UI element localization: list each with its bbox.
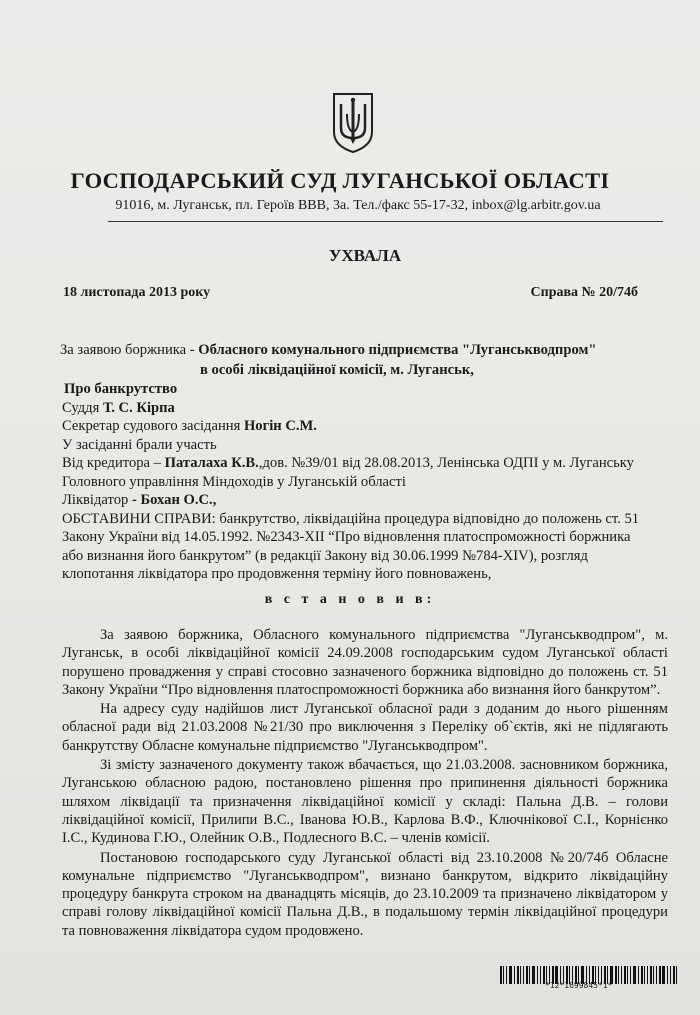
barcode-bar xyxy=(615,966,617,984)
document-type: УХВАЛА xyxy=(328,246,402,265)
paragraph: За заявою боржника, Обласного комунального підприємства "Луганськводпром", м. Луганськ, в особі ліквідаційної комісії 24.09.2008 господарським судом Луганської області порушено провадження у справі стосовно зазначеного боржника відповідно до положень ст. 51 Закону України “Про відновлення платоспроможності боржника або визнання його банкрутом”. xyxy=(62,627,668,698)
barcode-bar xyxy=(673,966,675,984)
established-heading: в с т а н о в и в: xyxy=(264,592,436,607)
paragraph: Зі змісту зазначеного документу також вбачається, що 21.03.2008. засновником боржника, Луганською обласною радою, постановлено рішення про припинення діяльності боржника шляхом ліквідації та призначення ліквідаційної комісії у складі: Пальна Д.В. – голови ліквідаційної комісії, Прилипи В.С., Іванова Ю.В., Карлова В.Ф., Ключнікової С.І., Корнієнко І.С., Кудинова Г.Ю., Олейник О.В., Подлесного В.С. – членів комісії. xyxy=(62,757,668,847)
barcode-bar xyxy=(633,966,636,984)
trident-emblem-icon xyxy=(331,92,375,154)
barcode-bar xyxy=(627,966,628,984)
participants-line: У засіданні брали участь xyxy=(62,436,217,453)
case-number: Справа № 20/74б xyxy=(530,285,638,300)
applicant-line-1: За заявою боржника - Обласного комунального підприємства "Луганськводпром" xyxy=(60,342,597,358)
barcode-bar xyxy=(624,966,626,984)
barcode-bar xyxy=(526,966,528,984)
secretary-line: Секретар судового засідання Ногін С.М. xyxy=(62,418,317,434)
barcode-bar xyxy=(641,966,643,984)
barcode-bar xyxy=(647,966,648,984)
applicant-line-2: в особі ліквідаційної комісії, м. Луганськ, xyxy=(200,362,474,378)
circumstances-line-4: клопотання ліквідатора про продовження терміну його повноважень, xyxy=(62,566,492,582)
barcode-bar xyxy=(653,966,654,984)
circumstances-line-2: Закону України від 14.05.1992. №2343-XII “Про відновлення платоспроможності боржника xyxy=(62,529,631,545)
barcode-bar xyxy=(618,966,619,984)
barcode-bar xyxy=(500,966,502,984)
barcode-bar xyxy=(517,966,519,984)
barcode-bar xyxy=(676,966,677,984)
header-divider xyxy=(108,221,663,222)
barcode-bar xyxy=(670,966,671,984)
court-name: ГОСПОДАРСЬКИЙ СУД ЛУГАНСЬКОЇ ОБЛАСТІ xyxy=(70,168,610,193)
barcode-bar xyxy=(667,966,668,984)
paragraph: На адресу суду надійшов лист Луганської обласної ради з доданим до нього рішенням обласної ради від 21.03.2008 №21/30 про виключення з Переліку об`єктів, які не підлягають банкрутству Обласне комунальне підприємство "Луганськводпром". xyxy=(62,701,668,754)
applicant-block xyxy=(60,340,660,380)
court-address: 91016, м. Луганськ, пл. Героїв ВВВ, 3а. Тел./факс 55-17-32, inbox@lg.arbitr.gov.ua xyxy=(115,198,601,213)
case-details xyxy=(62,380,672,584)
barcode-bar xyxy=(540,966,541,984)
barcode-bar xyxy=(529,966,530,984)
barcode-bar xyxy=(638,966,639,984)
barcode-number: *12*1699845*1* xyxy=(545,981,613,990)
applicant-name: Обласного комунального підприємства "Луганськводпром" xyxy=(198,342,597,358)
liquidator-line: Ліквідатор - Бохан О.С., xyxy=(62,492,217,508)
circumstances-line-3: або визнання його банкрутом” (в редакції Закону від 30.06.1999 №784-XIV), розгляд xyxy=(62,547,588,564)
document-body xyxy=(62,626,668,941)
barcode-bar xyxy=(537,966,538,984)
barcode-bar xyxy=(662,966,665,984)
barcode-bar xyxy=(503,966,504,984)
barcode-bar xyxy=(514,966,515,984)
barcode-bar xyxy=(523,966,524,984)
circumstances-line-1: ОБСТАВИНИ СПРАВИ: банкрутство, ліквідаційна процедура відповідно до положень ст. 51 xyxy=(62,510,640,527)
creditor-line-2: Головного управління Міндоходів у Луганській області xyxy=(62,473,406,490)
barcode-bar xyxy=(656,966,657,984)
barcode-bar xyxy=(506,966,507,984)
creditor-line: Від кредитора – Паталаха К.В.,дов. №39/01 від 28.08.2013, Ленінська ОДПІ у м. Луганську xyxy=(62,455,634,471)
barcode-bar xyxy=(630,966,631,984)
case-subject: Про банкрутство xyxy=(64,381,178,397)
barcode-bar xyxy=(509,966,512,984)
barcode-bar xyxy=(659,966,661,984)
paragraph: Постановою господарського суду Луганської області від 23.10.2008 №20/74б Обласне комунальне підприємство "Луганськводпром", визнано банкрутом, відкрито ліквідаційну процедуру банкрута строком на дванадцять місяців, до 23.10.2009 та призначено ліквідатором у справі голову ліквідаційної комісії Пальна Д.В., в подальшому термін ліквідаційної процедури та повноваження ліквідатора судом продовжено. xyxy=(62,849,668,939)
document-date: 18 листопада 2013 року xyxy=(63,285,211,300)
judge-line: Суддя Т. С. Кірпа xyxy=(62,399,175,416)
barcode-bar xyxy=(621,966,622,984)
barcode-bar xyxy=(532,966,535,984)
barcode-bar xyxy=(520,966,521,984)
barcode-bar xyxy=(650,966,652,984)
barcode-bar xyxy=(644,966,645,984)
